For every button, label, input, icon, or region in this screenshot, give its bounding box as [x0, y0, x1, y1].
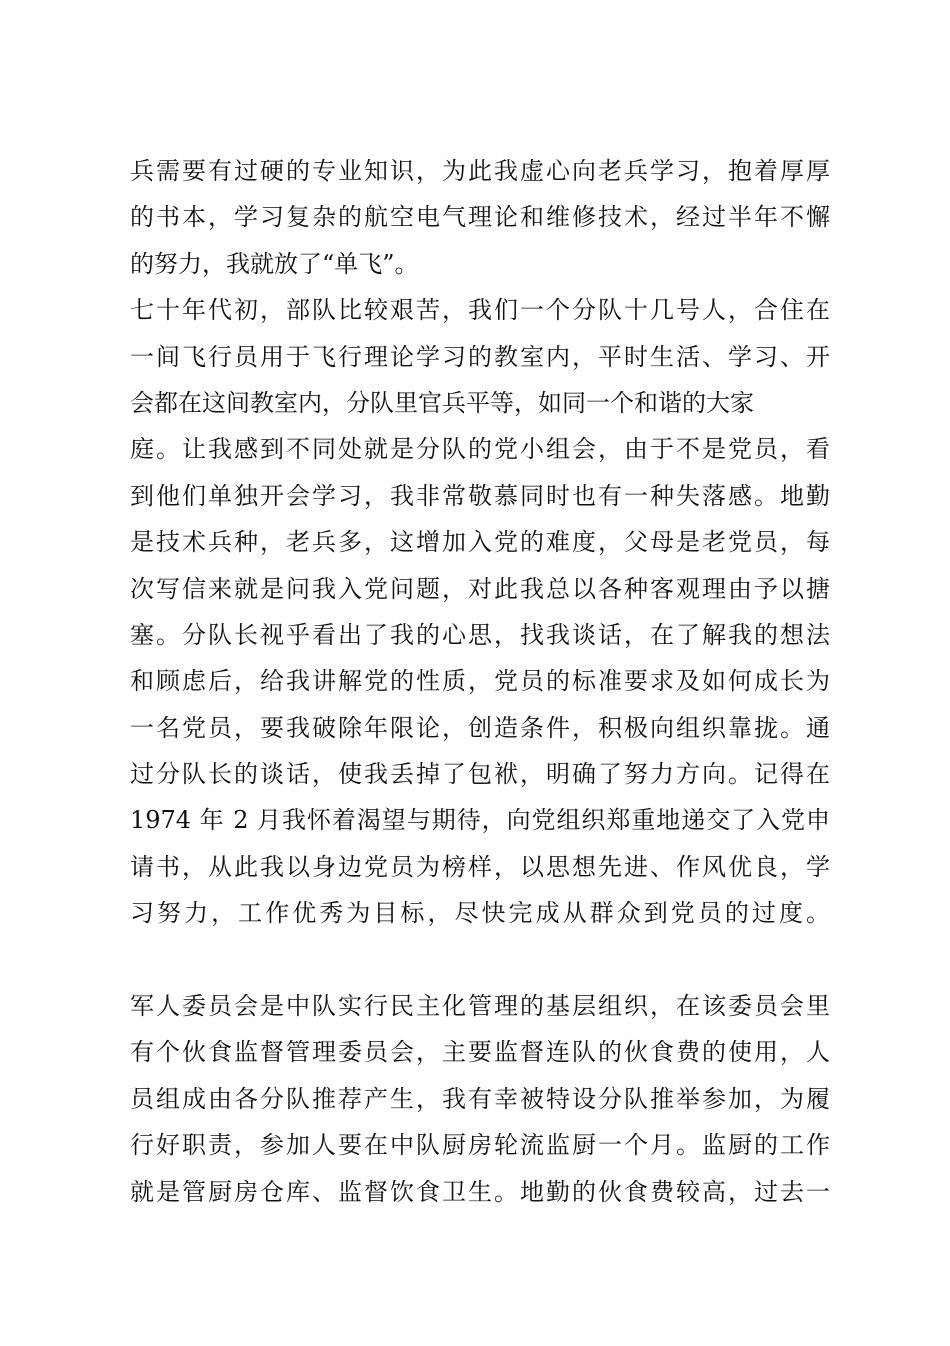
text-line: 七十年代初，部队比较艰苦，我们一个分队十几号人，合住在: [130, 296, 830, 325]
text-line: 庭。让我感到不同处就是分队的党小组会，由于不是党员，看: [130, 435, 830, 464]
text-line: 一名党员，要我破除年限论，创造条件，积极向组织靠拢。通: [130, 713, 830, 742]
body-text: [130, 148, 830, 1215]
text-line: 到他们单独开会学习，我非常敬慕同时也有一种失落感。地勤: [130, 481, 830, 510]
paragraph: [130, 148, 830, 287]
text-line: 就是管厨房仓库、监督饮食卫生。地勤的伙食费较高，过去一: [130, 1177, 830, 1206]
text-line: 1974 年 2 月我怀着渴望与期待，向党组织郑重地递交了入党申: [130, 806, 830, 835]
text-line: 的书本，学习复杂的航空电气理论和维修技术，经过半年不懈: [130, 203, 830, 232]
text-line: 塞。分队长视乎看出了我的心思，找我谈话，在了解我的想法: [130, 620, 830, 649]
text-line: 员组成由各分队推荐产生，我有幸被特设分队推举参加，为履: [130, 1084, 830, 1113]
text-line: 会都在这间教室内，分队里官兵平等，如同一个和谐的大家: [130, 388, 754, 417]
text-line: 一间飞行员用于飞行理论学习的教室内，平时生活、学习、开: [130, 342, 830, 371]
text-line: 有个伙食监督管理委员会，主要监督连队的伙食费的使用，人: [130, 1038, 830, 1067]
text-line: [130, 937, 830, 983]
text-line: 兵需要有过硬的专业知识，为此我虚心向老兵学习，抱着厚厚: [130, 157, 830, 185]
text-line: 习努力，工作优秀为目标，尽快完成从群众到党员的过度。: [130, 899, 830, 928]
text-line: 次写信来就是问我入党问题，对此我总以各种客观理由予以搪: [130, 574, 830, 603]
text-line: 的努力，我就放了“单飞”。: [130, 249, 419, 278]
text-line: 是技术兵种，老兵多，这增加入党的难度，父母是老党员，每: [130, 528, 830, 557]
text-line: 军人委员会是中队实行民主化管理的基层组织，在该委员会里: [130, 992, 830, 1021]
text-line: 请书，从此我以身边党员为榜样，以思想先进、作风优良，学: [130, 852, 830, 881]
paragraph: [130, 983, 830, 1215]
paragraph: [130, 287, 830, 983]
text-line: 和顾虑后，给我讲解党的性质，党员的标准要求及如何成长为: [130, 667, 830, 696]
text-line: 过分队长的谈话，使我丢掉了包袱，明确了努力方向。记得在: [130, 760, 830, 789]
text-line: 行好职责，参加人要在中队厨房轮流监厨一个月。监厨的工作: [130, 1131, 830, 1160]
